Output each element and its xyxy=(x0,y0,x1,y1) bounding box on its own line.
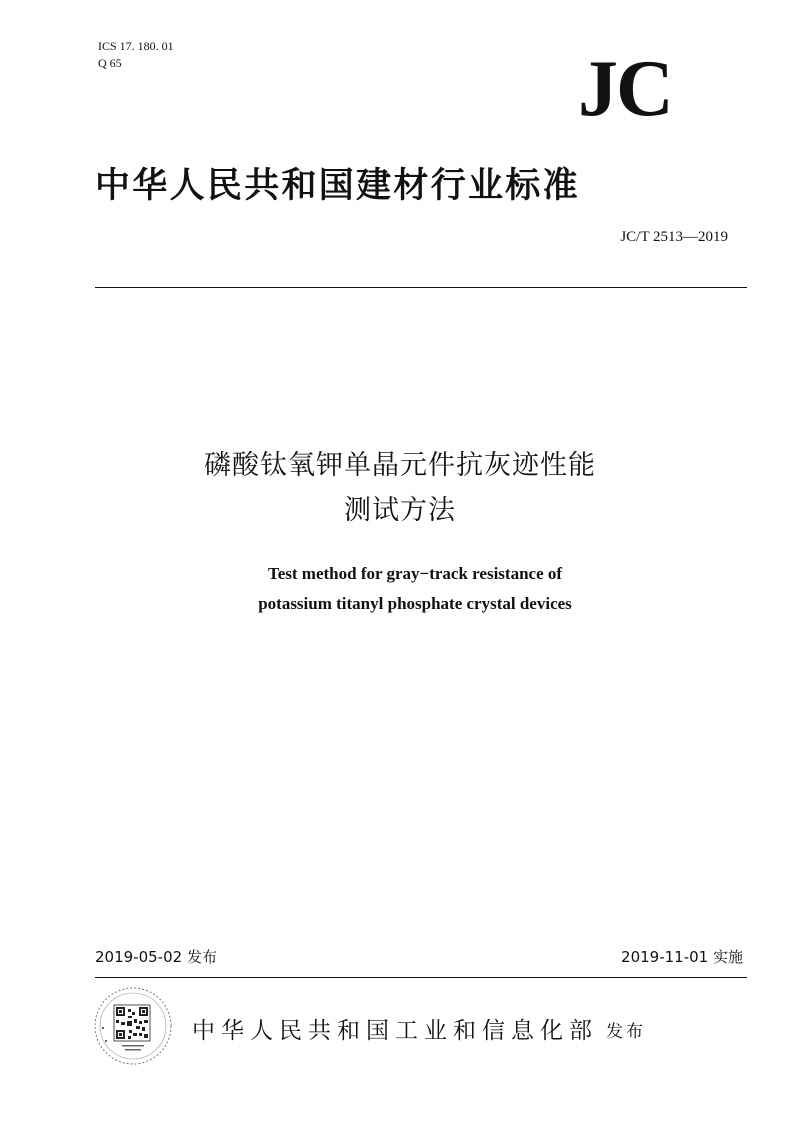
implement-date: 2019-11-01 实施 xyxy=(621,948,743,966)
issuing-authority: 中华人民共和国工业和信息化部 xyxy=(192,1018,598,1044)
ccs-code: Q 65 xyxy=(98,56,122,70)
issued-label: 发布 xyxy=(606,1022,646,1042)
title-english-line2: potassium titanyl phosphate crystal devices xyxy=(258,594,572,613)
qr-code-icon xyxy=(92,985,174,1067)
standard-number: JC/T 2513—2019 xyxy=(620,229,728,245)
title-chinese-line1: 磷酸钛氧钾单晶元件抗灰迹性能 xyxy=(204,450,596,481)
jc-logo: JC xyxy=(578,45,672,133)
publish-date: 2019-05-02 发布 xyxy=(95,948,217,966)
top-divider xyxy=(95,287,747,288)
title-chinese-line2: 测试方法 xyxy=(344,495,456,526)
title-english-line1: Test method for gray−track resistance of xyxy=(267,564,563,583)
bottom-divider xyxy=(95,977,747,978)
classification-codes xyxy=(98,38,174,72)
ics-code: ICS 17. 180. 01 xyxy=(98,39,174,53)
standard-category: 中华人民共和国建材行业标准 xyxy=(95,165,580,206)
